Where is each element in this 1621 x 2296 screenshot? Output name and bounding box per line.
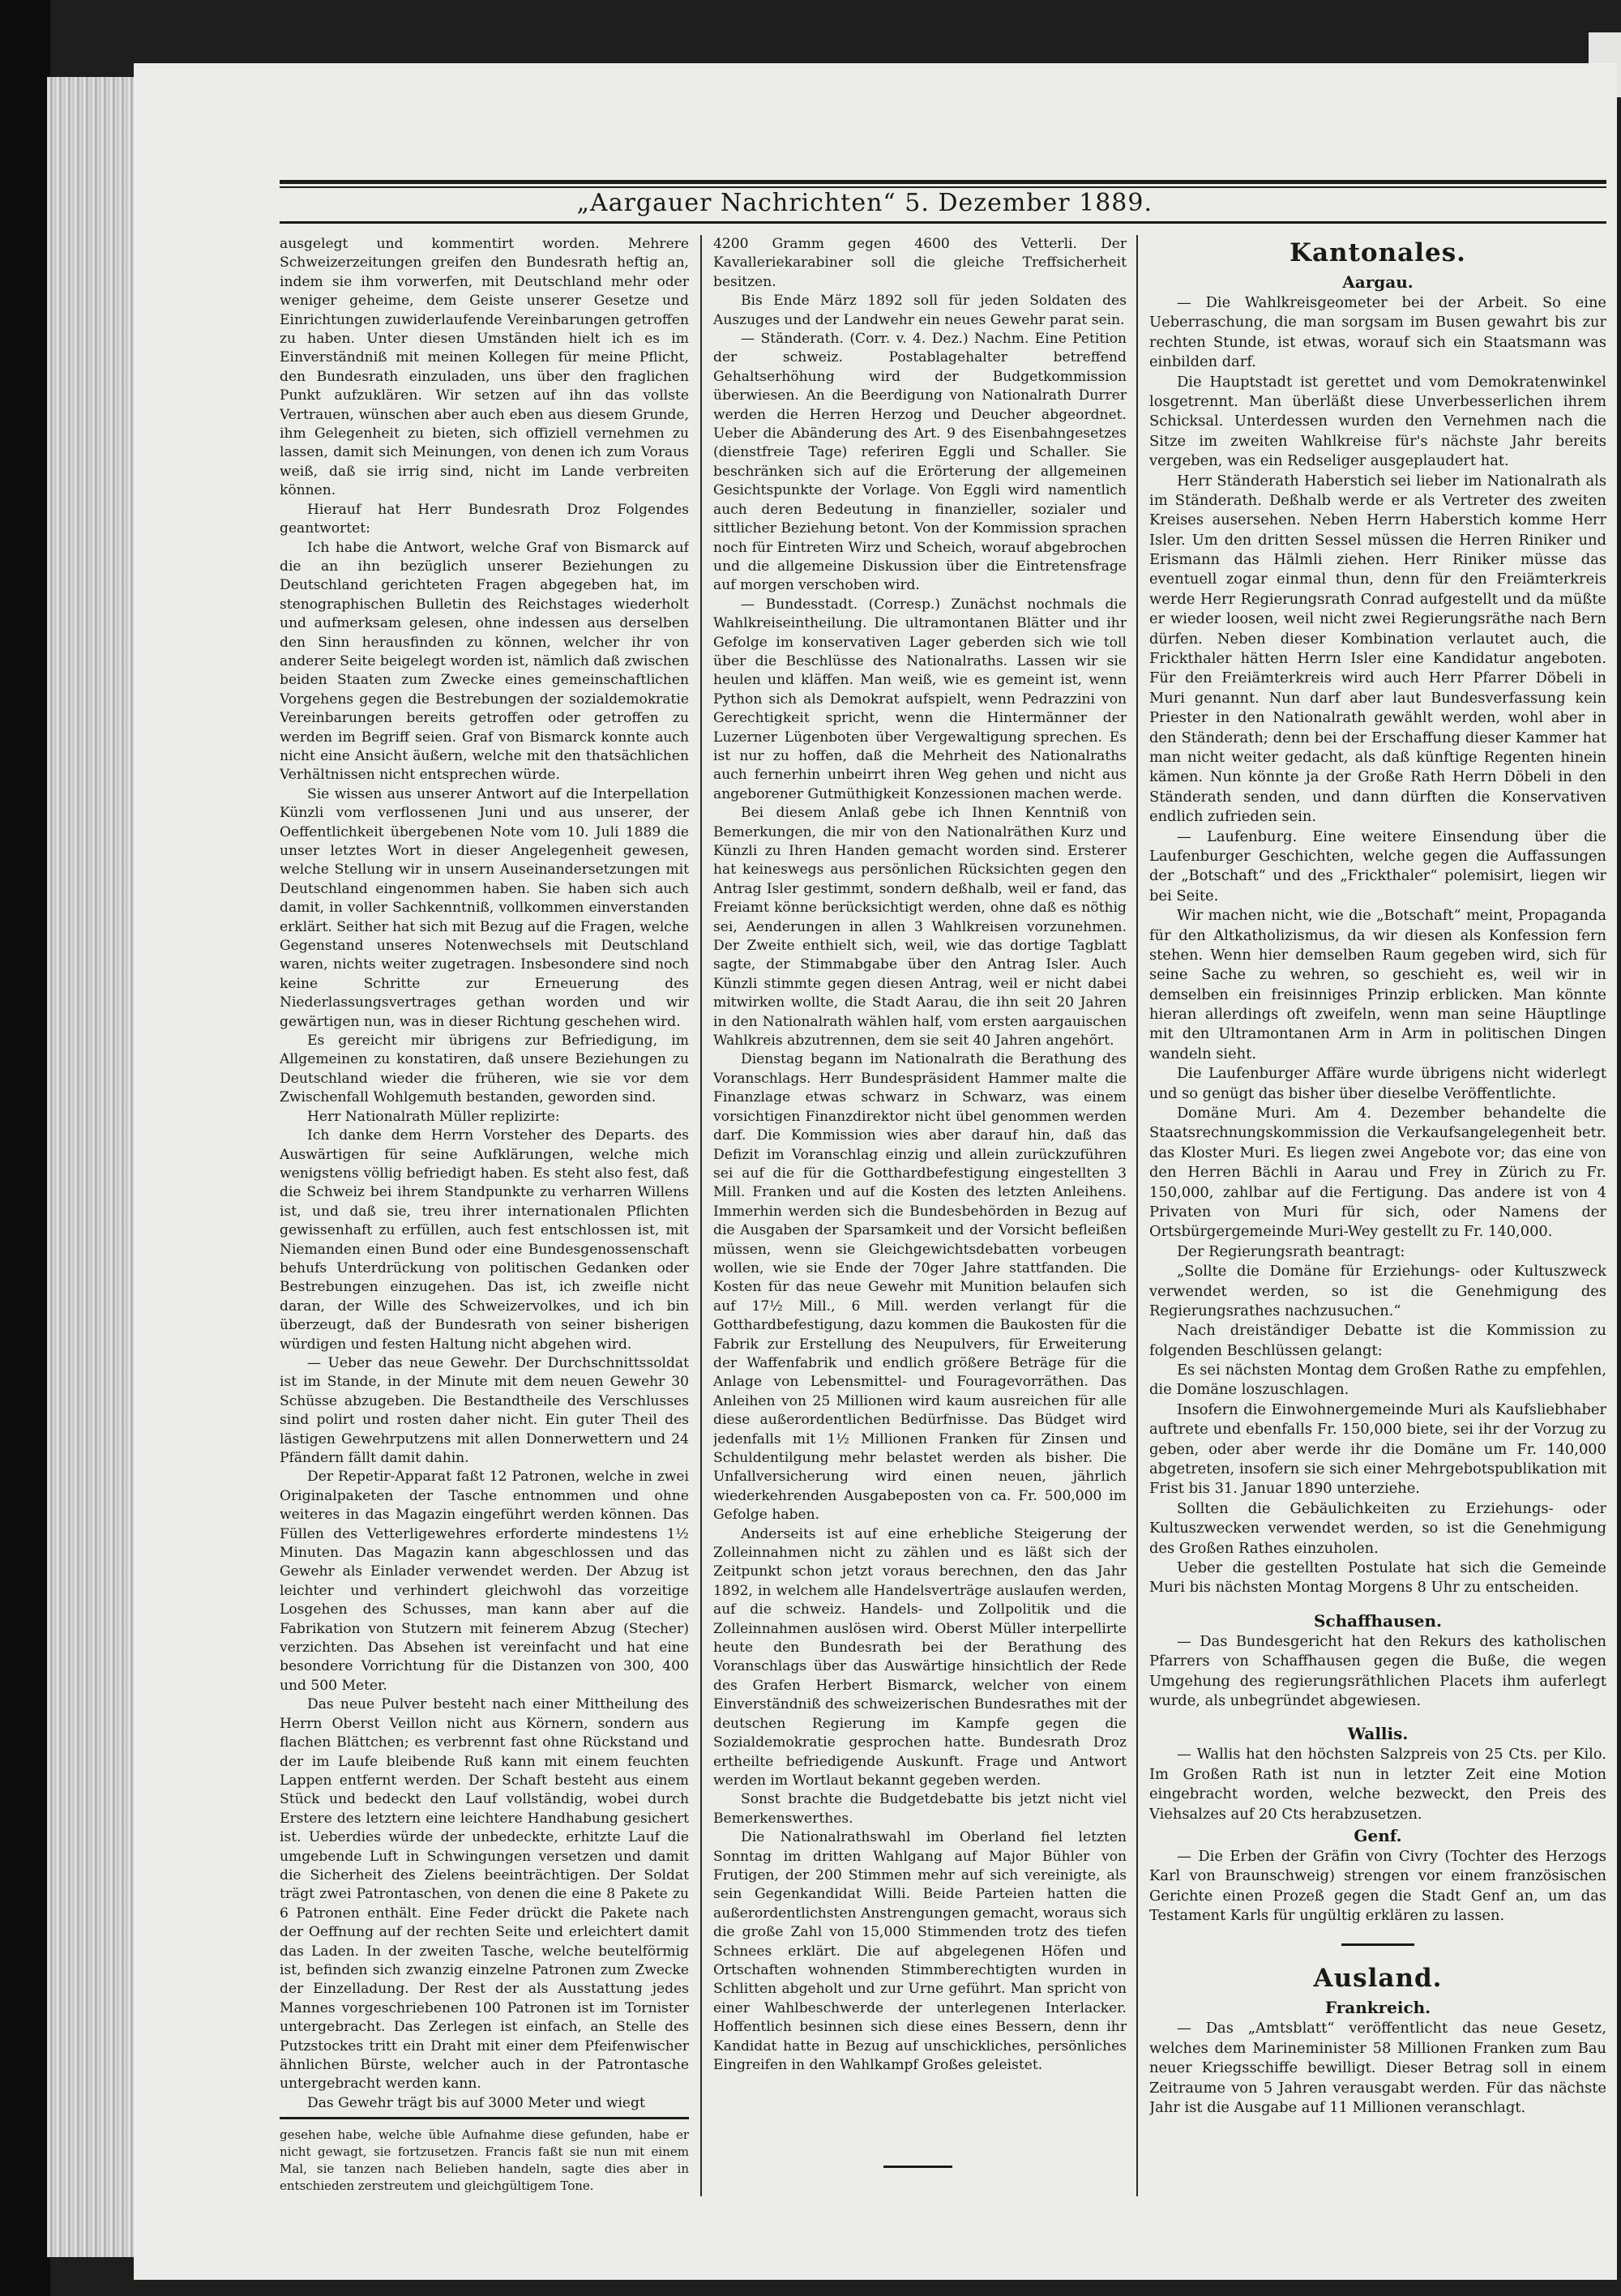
schaffhausen-articles: [1149, 1632, 1606, 1712]
article-paragraph: Das Gewehr trägt bis auf 3000 Meter und wiegt: [307, 2094, 645, 2111]
article-paragraph: — Die Wahlkreisgeometer bei der Arbeit. So eine Ueberraschung, die man sorgsam im Busen gewahrt bis zur rechten Stunde, ist etwas, worauf sich ein Staatsmann was einbilden darf.: [1149, 294, 1606, 371]
section-rule: [1341, 1943, 1414, 1946]
article-paragraph: Sonst brachte die Budgetdebatte bis jetzt nicht viel Bemerkenswerthes.: [713, 1791, 1127, 1827]
article-paragraph: Die Laufenburger Affäre wurde übrigens nicht widerlegt und so genügt das bisher über dieselbe Veröffentlichte.: [1149, 1065, 1606, 1102]
header-title: „Aargauer Nachrichten“ 5. Dezember 1889.: [576, 189, 1153, 217]
column-3: [1149, 235, 1606, 2178]
frankreich-articles: [1149, 2019, 1606, 2118]
article-paragraph: — Laufenburg. Eine weitere Einsendung über die Laufenburger Geschichten, welche gegen die Auffassungen der „Botschaft“ und des „Frickthaler“ polemisirt, liegen wir bei Seite.: [1149, 827, 1606, 904]
article-paragraph: Domäne Muri. Am 4. Dezember behandelte die Staatsrechnungskommission die Verkaufsangelegenheit betr. das Kloster Muri. Es liegen zwei Angebote vor; das eine von den Herren Bächli in Aarau und Frey in Zürich zu Fr. 150,000, zahlbar auf die Fertigung. Das andere ist von 4 Privaten von Muri für sich, oder Namens der Ortsbürgergemeinde Muri-Wey gestellt zu Fr. 140,000.: [1149, 1105, 1606, 1241]
article-paragraph: Das neue Pulver besteht nach einer Mittheilung des Herrn Oberst Veillon nicht aus Körnern, sondern aus flachen Blättchen; es verbrennt fast ohne Rückstand und der im Laufe bleibende Ruß kann mit einem feuchten Lappen entfernt werden. Der Schaft besteht aus einem Stück und bedeckt den Lauf vollständig, wobei durch Erstere des letztern eine leichtere Handhabung gesichert ist. Ueberdies würde der unbedeckte, erhitzte Lauf die umgebende Luft in Schwingungen versetzen und damit die Sicherheit des Zielens beeinträchtigen. Der Soldat trägt zwei Patrontaschen, von denen die eine 8 Pakete zu 6 Patronen enthält. Eine Feder drückt die Pakete nach der Oeffnung auf der rechten Seite und erleichtert damit das Laden. In der zweiten Tasche, welche beutelförmig ist, befinden sich zwanzig einzelne Patronen zum Zwecke der Einzelladung. Der Rest der als Ausstattung jedes Mannes vorgeschriebenen 100 Patronen ist im Tornister untergebracht. Das Zerlegen ist einfach, an Stelle des Putzstockes tritt ein Draht mit einer dem Pfeifenwischer ähnlichen Bürste, welcher auch in der Patrontasche untergebracht werden kann.: [280, 1696, 689, 2093]
article-paragraph: Der Regierungsrath beantragt:: [1177, 1242, 1405, 1260]
column-rule: [1136, 235, 1138, 2196]
article-paragraph: Der Repetir-Apparat faßt 12 Patronen, welche in zwei Originalpaketen der Tasche entnommen und ohne weiteres in das Magazin eingeführt werden können. Das Füllen des Vetterligewehres erforderte mindestens 1½ Minuten. Das Magazin kann abgeschlossen und das Gewehr als Einlader verwendet werden. Der Abzug ist leichter und verhindert gleichwohl das vorzeitige Losgehen des Schusses, man kann aber auf die Fabrikation von Stutzern mit feinerem Abzug (Stecher) verzichten. Das Absehen ist vereinfacht und hat eine besondere Vorrichtung für die Distanzen von 300, 400 und 500 Meter.: [280, 1469, 689, 1694]
feuilleton-footnote: gesehen habe, welche üble Aufnahme diese gefunden, habe er nicht gewagt, sie fortzusetzen. Francis faßt sie nun mit einem Mal, sie tanzen nach Belieben handeln, sagte dies aber in entschieden zerstreutem und gleichgültigem Tone.: [280, 2127, 689, 2193]
end-rule: [883, 2166, 952, 2168]
column-rule: [700, 235, 702, 2196]
article-paragraph: Die Nationalrathswahl im Oberland fiel letzten Sonntag im dritten Wahlgang auf Major Bühler von Frutigen, der 200 Stimmen mehr auf sich vereinigte, als sein Gegenkandidat Willi. Beide Parteien hatten die außerordentlichsten Anstrengungen gemacht, woraus sich die große Zahl von 15,000 Stimmenden trotz des tiefen Schnees erklärt. Die auf abgelegenen Höfen und Ortschaften wohnenden Stimmberechtigten wurden in Schlitten abgeholt und zur Urne geführt. Man spricht von einer Wahlbeschwerde der unterlegenen Interlacker. Hoffentlich besinnen sich diese eines Bessern, denn ihr Kandidat hatte in Bezug auf unschickliches, persönliches Eingreifen in den Wahlkampf Großes geleistet.: [713, 1829, 1127, 2073]
article-paragraph: Insofern die Einwohnergemeinde Muri als Kaufsliebhaber auftrete und ebenfalls Fr. 150,000 biete, sei ihr der Vorzug zu geben, oder aber werde ihr die Domäne um Fr. 140,000 abgetreten, insofern sie sich einer Mehrgebotspublikation mit Frist bis 31. Januar 1890 unterziehe.: [1149, 1400, 1606, 1498]
section-heading-kantonales: Kantonales.: [1290, 238, 1466, 267]
page-header: [280, 180, 1606, 224]
column-2: [713, 235, 1127, 2115]
article-paragraph: Bei diesem Anlaß gebe ich Ihnen Kenntniß von Bemerkungen, die mir von den Nationalräthen Kurz und Künzli zu Ihren Handen gemacht worden sind. Ersterer hat keineswegs aus persönlichen Rücksichten gegen den Antrag Isler gestimmt, sondern deßhalb, weil er fand, das Freiamt könne berücksichtigt werden, ohne daß es nöthig sei, Aenderungen in allen 3 Wahlkreisen vorzunehmen. Der Zweite enthielt sich, weil, wie das dortige Tagblatt sagte, der Stimmabgabe über den Antrag Isler. Auch Künzli stimmte gegen diesen Antrag, weil er nicht dabei mitwirken wollte, die Stadt Aarau, die ihn seit 20 Jahren in den Nationalrath wählen half, vom ersten aargauischen Wahlkreis abzutrennen, dem sie seit 40 Jahren angehört.: [713, 805, 1127, 1050]
subheading-genf: Genf.: [1354, 1825, 1402, 1845]
article-paragraph: — Das Bundesgericht hat den Rekurs des katholischen Pfarrers von Schaffhausen gegen die Buße, die wegen Umgehung des regierungsräthlichen Placets ihm auferlegt wurde, als unbegründet abgewiesen.: [1149, 1632, 1606, 1709]
article-paragraph: Sie wissen aus unserer Antwort auf die Interpellation Künzli vom verflossenen Juni und aus unserer, der Oeffentlichkeit übergebenen Note vom 10. Juli 1889 die unser letztes Wort in dieser Angelegenheit gewesen, welche Stellung wir in unsern Auseinandersetzungen mit Deutschland eingenommen haben. Sie haben sich auch damit, in voller Sachkenntniß, vollkommen einverstanden erklärt. Seither hat sich mit Bezug auf die Fragen, welche Gegenstand unseres Notenwechsels mit Deutschland waren, nichts weiter zugetragen. Insbesondere sind noch keine Schritte zur Erneuerung des Niederlassungsvertrages gethan worden und wir gewärtigen nun, was in dieser Richtung geschehen wird.: [280, 785, 689, 1030]
scan-background: [0, 0, 50, 2296]
article-paragraph: — Bundesstadt. (Corresp.) Zunächst nochmals die Wahlkreiseintheilung. Die ultramontanen Blätter und ihr Gefolge im konservativen Lager geberden sich wie toll über die Beschlüsse des Nationalraths. Lassen wir sie heulen und kläffen. Man weiß, wie es gemeint ist, wenn Python sich als Demokrat aufspielt, wenn Pedrazzini von Gerechtigkeit spricht, wenn die Hintermänner der Luzerner Lügenboten über Vergewaltigung sprechen. Es ist nur zu hoffen, daß die Mehrheit des Nationalraths auch fernerhin unbeirrt ihren Weg gehen und nicht aus angeborener Gutmüthigkeit Konzessionen machen werde.: [713, 596, 1127, 802]
article-paragraph: Wir machen nicht, wie die „Botschaft“ meint, Propaganda für den Altkatholizismus, da wir diesen als Konfession fern stehen. Wenn hier demselben Raum gegeben wird, sich für seine Sache zu wehren, so geschieht es, weil wir in demselben ein freisinniges Prinzip erblicken. Man könnte hieran allerdings oft zweifeln, wenn man seine Häuptlinge mit den Ultramontanen Arm in Arm in politischen Dingen wandeln sieht.: [1149, 907, 1606, 1062]
article-paragraph: Herr Nationalrath Müller replizirte:: [307, 1108, 560, 1125]
subheading-frankreich: Frankreich.: [1324, 1998, 1431, 2018]
wallis-articles: [1149, 1745, 1606, 1824]
article-paragraph: Dienstag begann im Nationalrath die Berathung des Voranschlags. Herr Bundespräsident Hammer malte die Finanzlage etwas schwarz in Schwarz, was einem vorsichtigen Finanzdirektor nicht übel genommen werden darf. Die Kommission wies aber darauf hin, daß das Defizit im Voranschlag einzig und allein zurückzuführen sei auf die für die Gotthardbefestigung eingestellten 3 Mill. Franken und auf die Kosten des letzten Anleihens. Immerhin werden sich die Bundesbehörden in Bezug auf die Ausgaben der Sparsamkeit und der Vorsicht befleißen müssen, wenn sie Gleichgewichtsdebatten vorbeugen wollen, wie sie Ende der 70ger Jahre stattfanden. Die Kosten für das neue Gewehr mit Munition belaufen sich auf 17½ Mill., 6 Mill. werden verlangt für die Gotthardbefestigung, dazu kommen die Baukosten für die Fabrik zur Erstellung des Neupulvers, für Erweiterung der Waffenfabrik und endlich größere Beträge für die Anlage von Lebensmittel- und Fouragevorräthen. Das Anleihen von 25 Millionen wird kaum ausreichen für alle diese außerordentlichen Bedürfnisse. Das Büdget wird jedenfalls mit 1½ Millionen Franken für Zinsen und Schuldentilgung mehr belastet werden als bisher. Die Unfallversicherung wird einen neuen, jährlich wiederkehrenden Ausgabeposten von ca. Fr. 500,000 im Gefolge haben.: [713, 1051, 1127, 1524]
article-paragraph: Es gereicht mir übrigens zur Befriedigung, im Allgemeinen zu konstatiren, daß unsere Beziehungen zu Deutschland wieder die früheren, wie sie vor dem Zwischenfall Wohlgemuth bestanden, geworden sind.: [280, 1033, 689, 1106]
footnote-rule: [280, 2117, 689, 2119]
subheading-schaffhausen: Schaffhausen.: [1313, 1610, 1443, 1631]
article-paragraph: Die Hauptstadt ist gerettet und vom Demokratenwinkel losgetrennt. Man überläßt diese Unverbesserlichen ihrem Schicksal. Unterdessen wurden den Vernehmen nach die Sitze im zweiten Wahlkreise für's nächste Jahr bereits vergeben, was ein Redseliger ausgeplaudert hat.: [1149, 373, 1606, 470]
article-paragraph: Es sei nächsten Montag dem Großen Rathe zu empfehlen, die Domäne loszuschlagen.: [1149, 1362, 1606, 1399]
article-paragraph: — Die Erben der Gräfin von Civry (Tochter des Herzogs Karl von Braunschweig) strengen vor einem französischen Gerichte einen Prozeß gegen die Stadt Genf an, um das Testament Karls für ungültig erklären zu lassen.: [1149, 1847, 1606, 1925]
article-paragraph: — Ständerath. (Corr. v. 4. Dez.) Nachm. Eine Petition der schweiz. Postablagehalter betreffend Gehaltserhöhung wird der Budgetkommission überwiesen. An die Beerdigung von Nationalrath Durrer werden die Herren Herzog und Deucher abgeordnet. Ueber die Abänderung des Art. 9 des Eisenbahngesetzes (dienstfreie Tage) referiren Eggli und Schaller. Sie beschränken sich auf die Erörterung der allgemeinen Gesichtspunkte der Vorlage. Von Eggli wird namentlich auch deren Bedeutung in finanzieller, sozialer und sittlicher Beziehung betont. Von der Kommission sprachen noch für Eintreten Wirz und Scheich, worauf abgebrochen und die allgemeine Diskussion über die Eintretensfrage auf morgen verschoben wird.: [713, 331, 1127, 594]
article-paragraph: — Ueber das neue Gewehr. Der Durchschnittssoldat ist im Stande, in der Minute mit dem neuen Gewehr 30 Schüsse abzugeben. Die Bestandtheile des Verschlusses sind polirt und rosten daher nicht. Ein guter Theil des lästigen Gewehrputzens mit allen Donnerwettern und 24 Pfändern fällt damit dahin.: [280, 1354, 689, 1466]
header-double-rule: [280, 186, 1606, 188]
aargau-articles: [1149, 293, 1606, 1598]
article-paragraph: Herr Ständerath Haberstich sei lieber im Nationalrath als im Ständerath. Deßhalb werde er als Vertreter des zweiten Kreises ausersehen. Neben Herrn Haberstich komme Herr Isler. Um den dritten Sessel müssen die Herren Riniker und Erismann das Hälmli ziehen. Herr Riniker müsse das eventuell zogar einmal thun, denn für den Freiämterkreis werde Herr Regierungsrath Conrad aufgestellt und da müßte er wieder loosen, weil nicht zwei Regierungsräthe nach Bern dürfen. Neben dieser Kombination verlautet auch, die Frickthaler hätten Herrn Isler eine Kandidatur angeboten. Für den Freiämterkreis wird auch Herr Pfarrer Döbeli in Muri genannt. Nun darf aber laut Bundesverfassung kein Priester in den Nationalrath gewählt werden, wohl aber in den Ständerath; denn bei der Erschaffung dieser Kammer hat man nicht weiter gedacht, als daß künftige Regenten hinein kämen. Nun könnte ja der Große Rath Herrn Döbeli in den Ständerath senden, und dann dürften die Konservativen endlich zufrieden sein.: [1149, 472, 1606, 826]
article-paragraph: Hierauf hat Herr Bundesrath Droz Folgendes geantwortet:: [280, 501, 689, 537]
article-paragraph: — Das „Amtsblatt“ veröffentlicht das neue Gesetz, welches dem Marineminister 58 Millionen Franken zum Bau neuer Kriegsschiffe bewilligt. Dieser Betrag soll in einem Zeitraume von 5 Jahren verausgabt werden. Für das nächste Jahr ist die Ausgabe auf 11 Millionen veranschlagt.: [1149, 2020, 1606, 2117]
article-paragraph: Bis Ende März 1892 soll für jeden Soldaten des Auszuges und der Landwehr ein neues Gewehr parat sein.: [713, 293, 1127, 328]
book-page-edges: [47, 77, 136, 2257]
article-paragraph: — Wallis hat den höchsten Salzpreis von 25 Cts. per Kilo. Im Großen Rath ist nun in letzter Zeit eine Motion eingebracht worden, welche bezweckt, den Preis des Viehsalzes auf 20 Cts herabzusetzen.: [1149, 1746, 1606, 1823]
article-paragraph: Ueber die gestellten Postulate hat sich die Gemeinde Muri bis nächsten Montag Morgens 8 Uhr zu entscheiden.: [1149, 1559, 1606, 1597]
article-paragraph: Nach dreiständiger Debatte ist die Kommission zu folgenden Beschlüssen gelangt:: [1149, 1322, 1606, 1359]
article-paragraph: Sollten die Gebäulichkeiten zu Erziehungs- oder Kultuszwecken verwendet werden, so ist die Genehmigung des Großen Rathes einzuholen.: [1149, 1499, 1606, 1557]
column-1: [280, 235, 689, 2115]
subheading-aargau: Aargau.: [1342, 272, 1414, 292]
article-paragraph: ausgelegt und kommentirt worden. Mehrere Schweizerzeitungen greifen den Bundesrath heftig an, indem sie ihm vorwerfen, mit Deutschland mehr oder weniger geheime, dem Geiste unserer Gesetze und Einrichtungen zuwiderlaufende Vereinbarungen getroffen zu haben. Unter diesen Umständen hielt ich es im Einverständniß mit meinen Kollegen für meine Pflicht, den Bundesrath einzuladen, uns über den fraglichen Punkt aufzuklären. Wir setzen auf ihn das vollste Vertrauen, wünschen aber auch eben aus diesem Grunde, ihm Gelegenheit zu bieten, sich offiziell vernehmen zu lassen, damit sich Meinungen, von denen ich zum Voraus weiß, daß sie irrig sind, nicht im Lande verbreiten können.: [280, 236, 689, 499]
article-paragraph: Ich danke dem Herrn Vorsteher des Departs. des Auswärtigen für seine Aufklärungen, welche mich wenigstens völlig befriedigt haben. Es steht also fest, daß die Schweiz bei ihrem Standpunkte zu verharren Willens ist, und daß sie, treu ihrer internationalen Pflichten gewissenhaft zu erfüllen, auch fest entschlossen ist, mit Niemanden einen Bund oder eine Bundesgenossenschaft behufs Unterdrückung von politischen Gedanken oder Bestrebungen einzugehen. Das ist, ich zweifle nicht daran, der Wille des Schweizervolkes, und ich bin überzeugt, daß der Bundesrath von seiner bisherigen würdigen und festen Haltung nicht abgehen wird.: [280, 1127, 689, 1353]
article-paragraph: Anderseits ist auf eine erhebliche Steigerung der Zolleinnahmen nicht zu zählen und es läßt sich der Zeitpunkt schon jetzt voraus berechnen, den das Jahr 1892, in welchem alle Handelsverträge auslaufen werden, auf die schweiz. Handels- und Zollpolitik und die Zolleinnahmen auslösen wird. Oberst Müller interpellirte heute den Bundesrath bei der Berathung des Voranschlags über das Auswärtige hinsichtlich der Rede des Grafen Herbert Bismarck, welcher von einem Einverständniß des schweizerischen Bundesrathes mit der deutschen Regierung im Kampfe gegen die Sozialdemokratie gesprochen hatte. Bundesrath Droz ertheilte befriedigende Auskunft. Frage und Antwort werden im Wortlaut bekannt gegeben werden.: [713, 1525, 1127, 1789]
article-paragraph: Ich habe die Antwort, welche Graf von Bismarck auf die an ihn bezüglich unserer Beziehungen zu Deutschland gerichteten Fragen abgegeben hat, im stenographischen Bulletin des Reichstages wiederholt und aufmerksam gelesen, ohne indessen aus derselben den Sinn herausfinden zu können, welcher ihr von anderer Seite beigelegt worden ist, nämlich daß zwischen beiden Staaten zum Zwecke eines gemeinschaftlichen Vorgehens gegen die Bestrebungen der sozialdemokratie Vereinbarungen bereits getroffen oder getroffen zu werden im Begriff seien. Graf von Bismarck konnte auch nicht eine Ansicht äußern, welche mit den thatsächlichen Verhältnissen nicht entsprechen würde.: [280, 539, 689, 784]
section-heading-ausland: Ausland.: [1313, 1964, 1443, 1994]
article-paragraph: „Sollte die Domäne für Erziehungs- oder Kultuszweck verwendet werden, so ist die Genehmigung des Regierungsrathes nachzusuchen.“: [1149, 1263, 1606, 1319]
genf-articles: [1149, 1847, 1606, 1926]
subheading-wallis: Wallis.: [1347, 1724, 1409, 1744]
article-paragraph: 4200 Gramm gegen 4600 des Vetterli. Der Kavalleriekarabiner soll die gleiche Treffsicherheit besitzen.: [713, 236, 1127, 290]
